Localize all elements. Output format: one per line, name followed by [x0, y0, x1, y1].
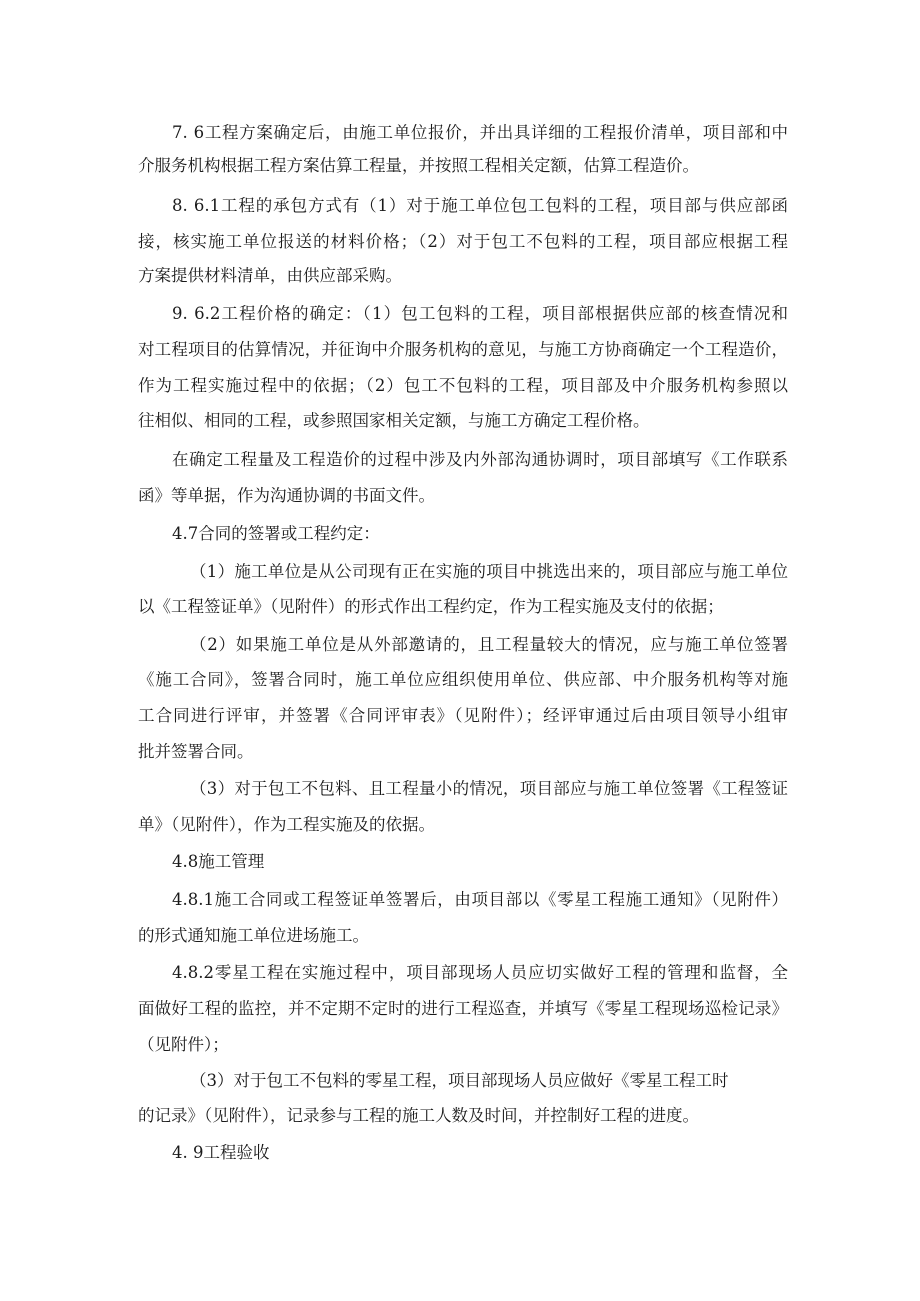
paragraph-coordination-line-2: 函》等单据，作为沟通协调的书面文件。 — [138, 486, 435, 505]
paragraph-9-6-2-line-3: 作为工程实施过程中的依据；（2）包工不包料的工程，项目部及中介服务机构参照以 — [138, 376, 788, 395]
item-1-line-1: （1）施工单位是从公司现有正在实施的项目中挑选出来的，项目部应与施工单位 — [190, 562, 788, 581]
item-2-line-3: 工合同进行评审，并签署《合同评审表》（见附件）；经评审通过后由项目领导小组审 — [138, 706, 788, 725]
paragraph-4-8-1-line-2: 的形式通知施工单位进场施工。 — [138, 926, 369, 945]
paragraph-4-8-2-line-2: 面做好工程的监控，并不定期不定时的进行工程巡查，并填写《零星工程现场巡检记录》 — [138, 999, 788, 1018]
item-3b-line-2: 的记录》（见附件），记录参与工程的施工人数及时间，并控制好工程的进度。 — [138, 1106, 699, 1125]
paragraph-4-8-2-line-1: 4.8.2零星工程在实施过程中，项目部现场人员应切实做好工程的管理和监督，全 — [172, 963, 788, 982]
paragraph-4-8-2-line-3: （见附件）； — [138, 1035, 229, 1054]
paragraph-8-6-1-line-3: 方案提供材料清单，由供应部采购。 — [138, 266, 402, 285]
paragraph-9-6-2-line-4: 往相似、相同的工程，或参照国家相关定额，与施工方确定工程价格。 — [138, 411, 650, 430]
paragraph-4-8-1-line-1: 4.8.1施工合同或工程签证单签署后，由项目部以《零星工程施工通知》（见附件） — [172, 890, 788, 909]
section-4-8-heading: 4.8施工管理 — [172, 852, 265, 871]
item-2-line-4: 批并签署合同。 — [138, 742, 254, 761]
item-2-line-2: 《施工合同》，签署合同时，施工单位应组织使用单位、供应部、中介服务机构等对施 — [138, 670, 788, 689]
paragraph-9-6-2-line-2: 对工程项目的估算情况，并征询中介服务机构的意见，与施工方协商确定一个工程造价， — [138, 340, 788, 359]
paragraph-8-6-1-line-1: 8. 6.1工程的承包方式有（1）对于施工单位包工包料的工程，项目部与供应部函 — [172, 196, 788, 215]
paragraph-coordination-line-1: 在确定工程量及工程造价的过程中涉及内外部沟通协调时，项目部填写《工作联系 — [172, 450, 788, 469]
paragraph-7-6-line-2: 介服务机构根据工程方案估算工程量，并按照工程相关定额，估算工程造价。 — [138, 156, 699, 175]
paragraph-7-6-line-1: 7. 6工程方案确定后，由施工单位报价，并出具详细的工程报价清单，项目部和中 — [172, 123, 788, 142]
section-4-7-heading: 4.7合同的签署或工程约定： — [172, 524, 380, 543]
item-2-line-1: （2）如果施工单位是从外部邀请的，且工程量较大的情况，应与施工单位签署 — [190, 635, 788, 654]
section-4-9-heading: 4. 9工程验收 — [172, 1143, 270, 1162]
item-1-line-2: 以《工程签证单》（见附件）的形式作出工程约定，作为工程实施及支付的依据； — [138, 597, 724, 616]
item-3-line-1: （3）对于包工不包料、且工程量小的情况，项目部应与施工单位签署《工程签证 — [190, 779, 788, 798]
item-3b-line-1: （3）对于包工不包料的零星工程，项目部现场人员应做好《零星工程工时 — [190, 1071, 729, 1090]
item-3-line-2: 单》（见附件），作为工程实施及的依据。 — [138, 815, 435, 834]
paragraph-8-6-1-line-2: 接，核实施工单位报送的材料价格；（2）对于包工不包料的工程，项目部应根据工程 — [138, 232, 788, 251]
paragraph-9-6-2-line-1: 9. 6.2工程价格的确定：（1）包工包料的工程，项目部根据供应部的核查情况和 — [172, 304, 788, 323]
